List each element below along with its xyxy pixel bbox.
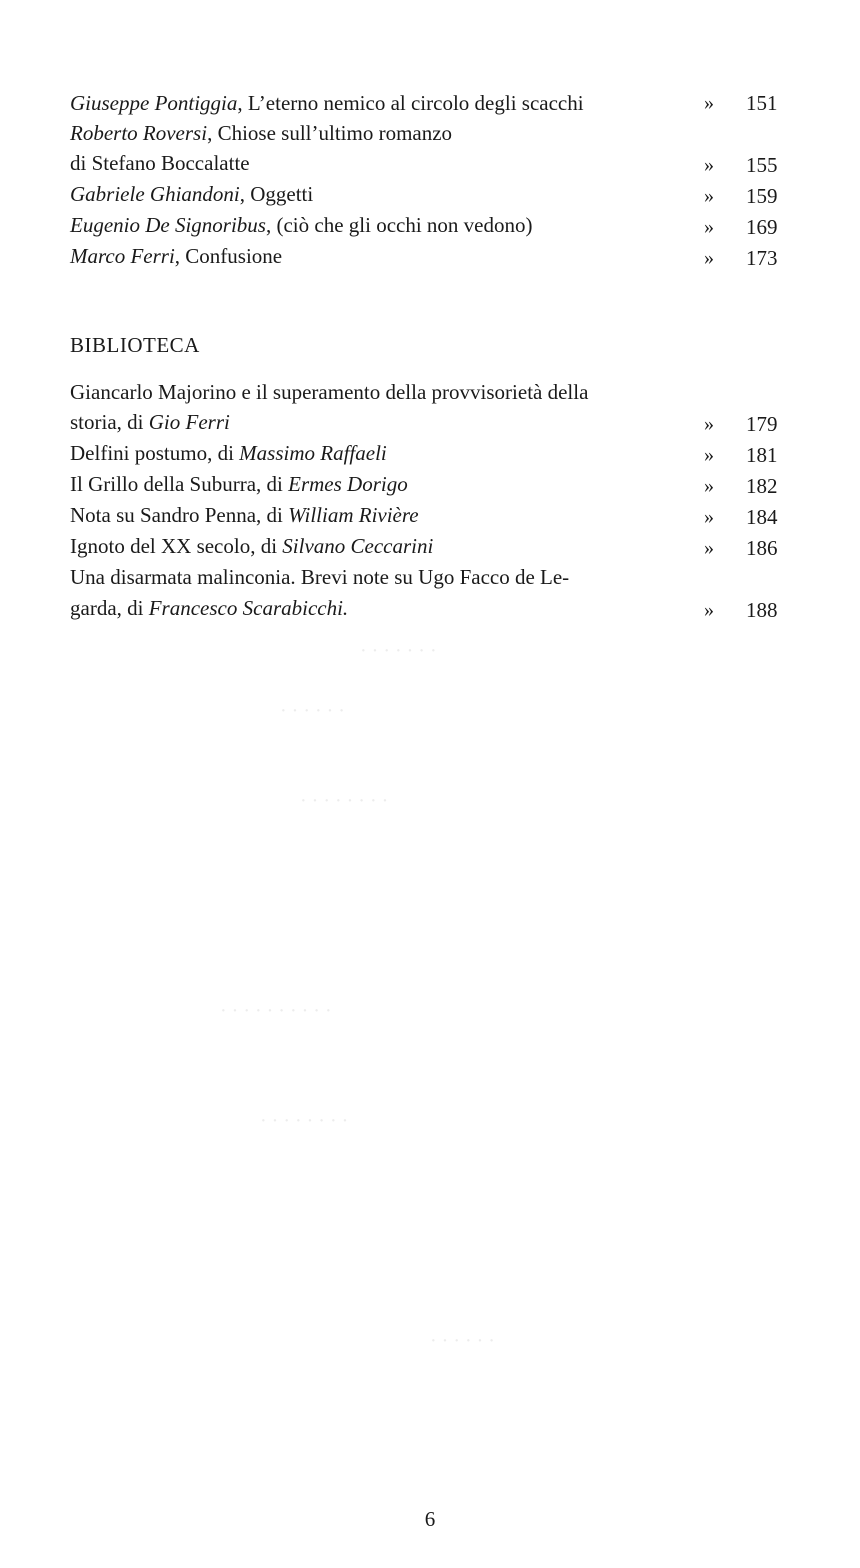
page-marker: » xyxy=(704,444,714,466)
toc-entry-title: Eugenio De Signoribus, (ciò che gli occhi non vedono) xyxy=(70,213,533,237)
toc-entry-title-continued: storia, di Gio Ferri xyxy=(70,410,230,434)
toc-entry-title-continued: garda, di Francesco Scarabicchi. xyxy=(70,596,349,620)
toc-entry-author: Eugenio De Signoribus xyxy=(70,213,266,237)
toc-entry-work: Confusione xyxy=(185,244,283,268)
page-number: 184 xyxy=(746,505,778,529)
section-heading-biblioteca: BIBLIOTECA xyxy=(70,333,200,357)
toc-entry-work: Oggetti xyxy=(250,182,314,206)
page-number: 159 xyxy=(746,184,778,208)
page-number: 179 xyxy=(746,412,778,436)
page-marker: » xyxy=(704,599,714,621)
toc-entry-author: Francesco Scarabicchi. xyxy=(148,596,349,620)
toc-entry-author: Gio Ferri xyxy=(148,410,230,434)
toc-entry-title: Nota su Sandro Penna, di William Rivière xyxy=(70,503,419,527)
page-number: 181 xyxy=(746,443,778,467)
page-number: 182 xyxy=(746,474,778,498)
page-marker: » xyxy=(704,537,714,559)
toc-entry-work: Chiose sull’ultimo romanzo xyxy=(217,121,453,145)
toc-entry-title-continued: di Stefano Boccalatte xyxy=(70,151,250,175)
toc-entry-title: Ignoto del XX secolo, di Silvano Ceccarini xyxy=(70,534,434,558)
page-marker: » xyxy=(704,247,714,269)
page-marker: » xyxy=(704,216,714,238)
toc-entry-work: L’eterno nemico al circolo degli scacchi xyxy=(247,91,584,115)
page-marker: » xyxy=(704,413,714,435)
toc-entry-author: Marco Ferri xyxy=(70,244,175,268)
toc-entry-title: Marco Ferri, Confusione xyxy=(70,244,283,268)
page-number: 151 xyxy=(746,91,778,115)
toc-entry-author: Ermes Dorigo xyxy=(288,472,408,496)
toc-entry-work: (ciò che gli occhi non vedono) xyxy=(276,213,533,237)
document-page: · · · · · · · · · · · · · · · · · · · · · · · · · · · · · · · · · · · · · · · · · · · · · Giuseppe Pontiggia, L’eterno nemico al circolo degli scacchi » 151 Roberto Roversi, Chiose sull’ultimo romanzo di Stefano Boccalatte » 155 Gabriele Ghiandoni, Oggetti » 159 Eugenio De Signoribus, (ciò che gli occhi non vedono) » 169 Marco Ferri, Confusione » 173 BIBLIOTECA Giancarlo Majorino e il superamento della provvisorietà della storia, di Gio Ferri » 179 Delfini postumo, di Massimo Raffaeli » 181 Il Grillo della Suburra, di Ermes Dorigo » 182 Nota su Sandro Penna, di William Rivière » 184 Ignoto del XX secolo, di Silvano Ceccarini » 186 Una disarmata malinconia. Brevi note su Ugo Facco de Le- garda, di Francesco Scarabicchi. » 188 6 xyxy=(0,0,860,1568)
toc-entry-author: William Rivière xyxy=(288,503,419,527)
toc-entry-title: Roberto Roversi, Chiose sull’ultimo romanzo xyxy=(70,121,453,145)
page-marker: » xyxy=(704,475,714,497)
page-number: 188 xyxy=(746,598,778,622)
page-marker: » xyxy=(704,506,714,528)
toc-entry-title: Delfini postumo, di Massimo Raffaeli xyxy=(70,441,387,465)
toc-entry-title: Il Grillo della Suburra, di Ermes Dorigo xyxy=(70,472,408,496)
toc-entry-author: Massimo Raffaeli xyxy=(239,441,387,465)
toc-entry-author: Roberto Roversi xyxy=(70,121,208,145)
page-number: 169 xyxy=(746,215,778,239)
toc-entry-author: Giuseppe Pontiggia xyxy=(70,91,238,115)
page-number: 155 xyxy=(746,153,778,177)
toc-entry-title: Una disarmata malinconia. Brevi note su Ugo Facco de Le- xyxy=(70,565,570,589)
toc-entry-title: Giancarlo Majorino e il superamento della provvisorietà della xyxy=(70,380,589,404)
page-marker: » xyxy=(704,92,714,114)
page-number: 173 xyxy=(746,246,778,270)
toc-entry-author: Silvano Ceccarini xyxy=(282,534,434,558)
toc-entry-title: Giuseppe Pontiggia, L’eterno nemico al circolo degli scacchi xyxy=(70,91,584,115)
toc-entry-title: Gabriele Ghiandoni, Oggetti xyxy=(70,182,314,206)
toc-entry-author: Gabriele Ghiandoni xyxy=(70,182,240,206)
page-number: 186 xyxy=(746,536,778,560)
footer-page-number: 6 xyxy=(424,1507,436,1531)
page-marker: » xyxy=(704,185,714,207)
page-marker: » xyxy=(704,154,714,176)
